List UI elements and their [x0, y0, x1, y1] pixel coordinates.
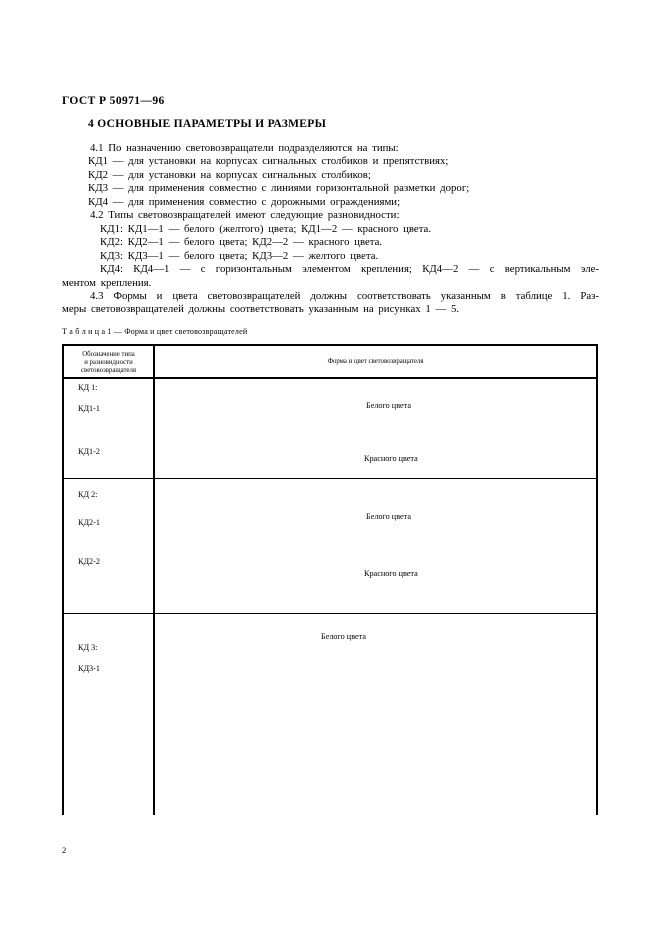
paragraph-line-kd4: КД4 — для применения совместно с дорожными ограждениями; — [88, 195, 401, 208]
table-cell-color-kd3-1: Белого цвета — [321, 632, 366, 641]
table-cell-color-kd2-1: Белого цвета — [366, 512, 411, 521]
table-header-col1-line2: и разновидности — [84, 359, 133, 366]
table-cell-code-kd2-1: КД2-1 — [78, 518, 100, 527]
table-caption: Т а б л и ц а 1 — Форма и цвет световозвращателей — [62, 327, 248, 336]
paragraph-line-kd4-var: КД4: КД4—1 — с горизонтальным элементом крепления; КД4—2 — с вертикальным эле- — [100, 263, 599, 276]
table-cell-type-kd2: КД 2: — [78, 490, 98, 499]
table-cell-color-kd2-2: Красного цвета — [364, 569, 418, 578]
paragraph-line-kd3: КД3 — для применения совместно с линиями горизонтальной разметки дорог; — [88, 182, 470, 195]
paragraph-line-wrap-2: меры световозвращателей должны соответствовать указанным на рисунках 1 — 5. — [62, 303, 460, 316]
table-header-col2: Форма и цвет световозвращателя — [327, 358, 424, 365]
section-title: 4 ОСНОВНЫЕ ПАРАМЕТРЫ И РАЗМЕРЫ — [88, 118, 327, 130]
paragraph-line-4-1: 4.1 По назначению световозвращатели подразделяются на типы: — [90, 142, 399, 154]
table-header-col1-line3: световозвращателя — [81, 367, 136, 374]
paragraph-line-kd2: КД2 — для установки на корпусах сигнальных столбиков; — [88, 168, 371, 181]
doc-code: ГОСТ Р 50971—96 — [62, 95, 165, 107]
table-cell-color-kd1-2: Красного цвета — [364, 454, 418, 463]
table-header-col1-line1: Обозначение типа — [82, 351, 135, 358]
table-header-separator — [64, 377, 596, 379]
paragraph-line-kd1: КД1 — для установки на корпусах сигнальных столбиков и препятствиях; — [88, 155, 449, 168]
paragraph-line-4-3: 4.3 Формы и цвета световозвращателей должны соответствовать указанным в таблице 1. Раз- — [90, 289, 599, 302]
table-row-separator-2 — [64, 613, 596, 614]
table-header-col1 — [64, 351, 153, 375]
body-text — [62, 142, 599, 317]
table-cell-code-kd1-2: КД1-2 — [78, 447, 100, 456]
paragraph-line-kd1-var: КД1: КД1—1 — белого (желтого) цвета; КД1—2 — красного цвета. — [100, 222, 432, 235]
table-cell-type-kd3: КД 3: — [78, 643, 98, 652]
paragraph-line-kd3-var: КД3: КД3—1 — белого цвета; КД3—2 — желтого цвета. — [100, 249, 379, 262]
paragraph-line-wrap-1: ментом крепления. — [62, 276, 152, 289]
table-cell-code-kd2-2: КД2-2 — [78, 557, 100, 566]
table-cell-code-kd3-1: КД3-1 — [78, 664, 100, 673]
table-cell-code-kd1-1: КД1-1 — [78, 404, 100, 413]
paragraph-line-kd2-var: КД2: КД2—1 — белого цвета; КД2—2 — красного цвета. — [100, 236, 383, 249]
table-cell-color-kd1-1: Белого цвета — [366, 401, 411, 410]
table-row-separator-1 — [64, 478, 596, 479]
table — [62, 344, 598, 815]
table-cell-type-kd1: КД 1: — [78, 383, 98, 392]
table-column-divider — [153, 346, 155, 815]
paragraph-line-4-2: 4.2 Типы световозвращателей имеют следующие разновидности: — [90, 209, 400, 222]
page-number: 2 — [62, 845, 67, 855]
